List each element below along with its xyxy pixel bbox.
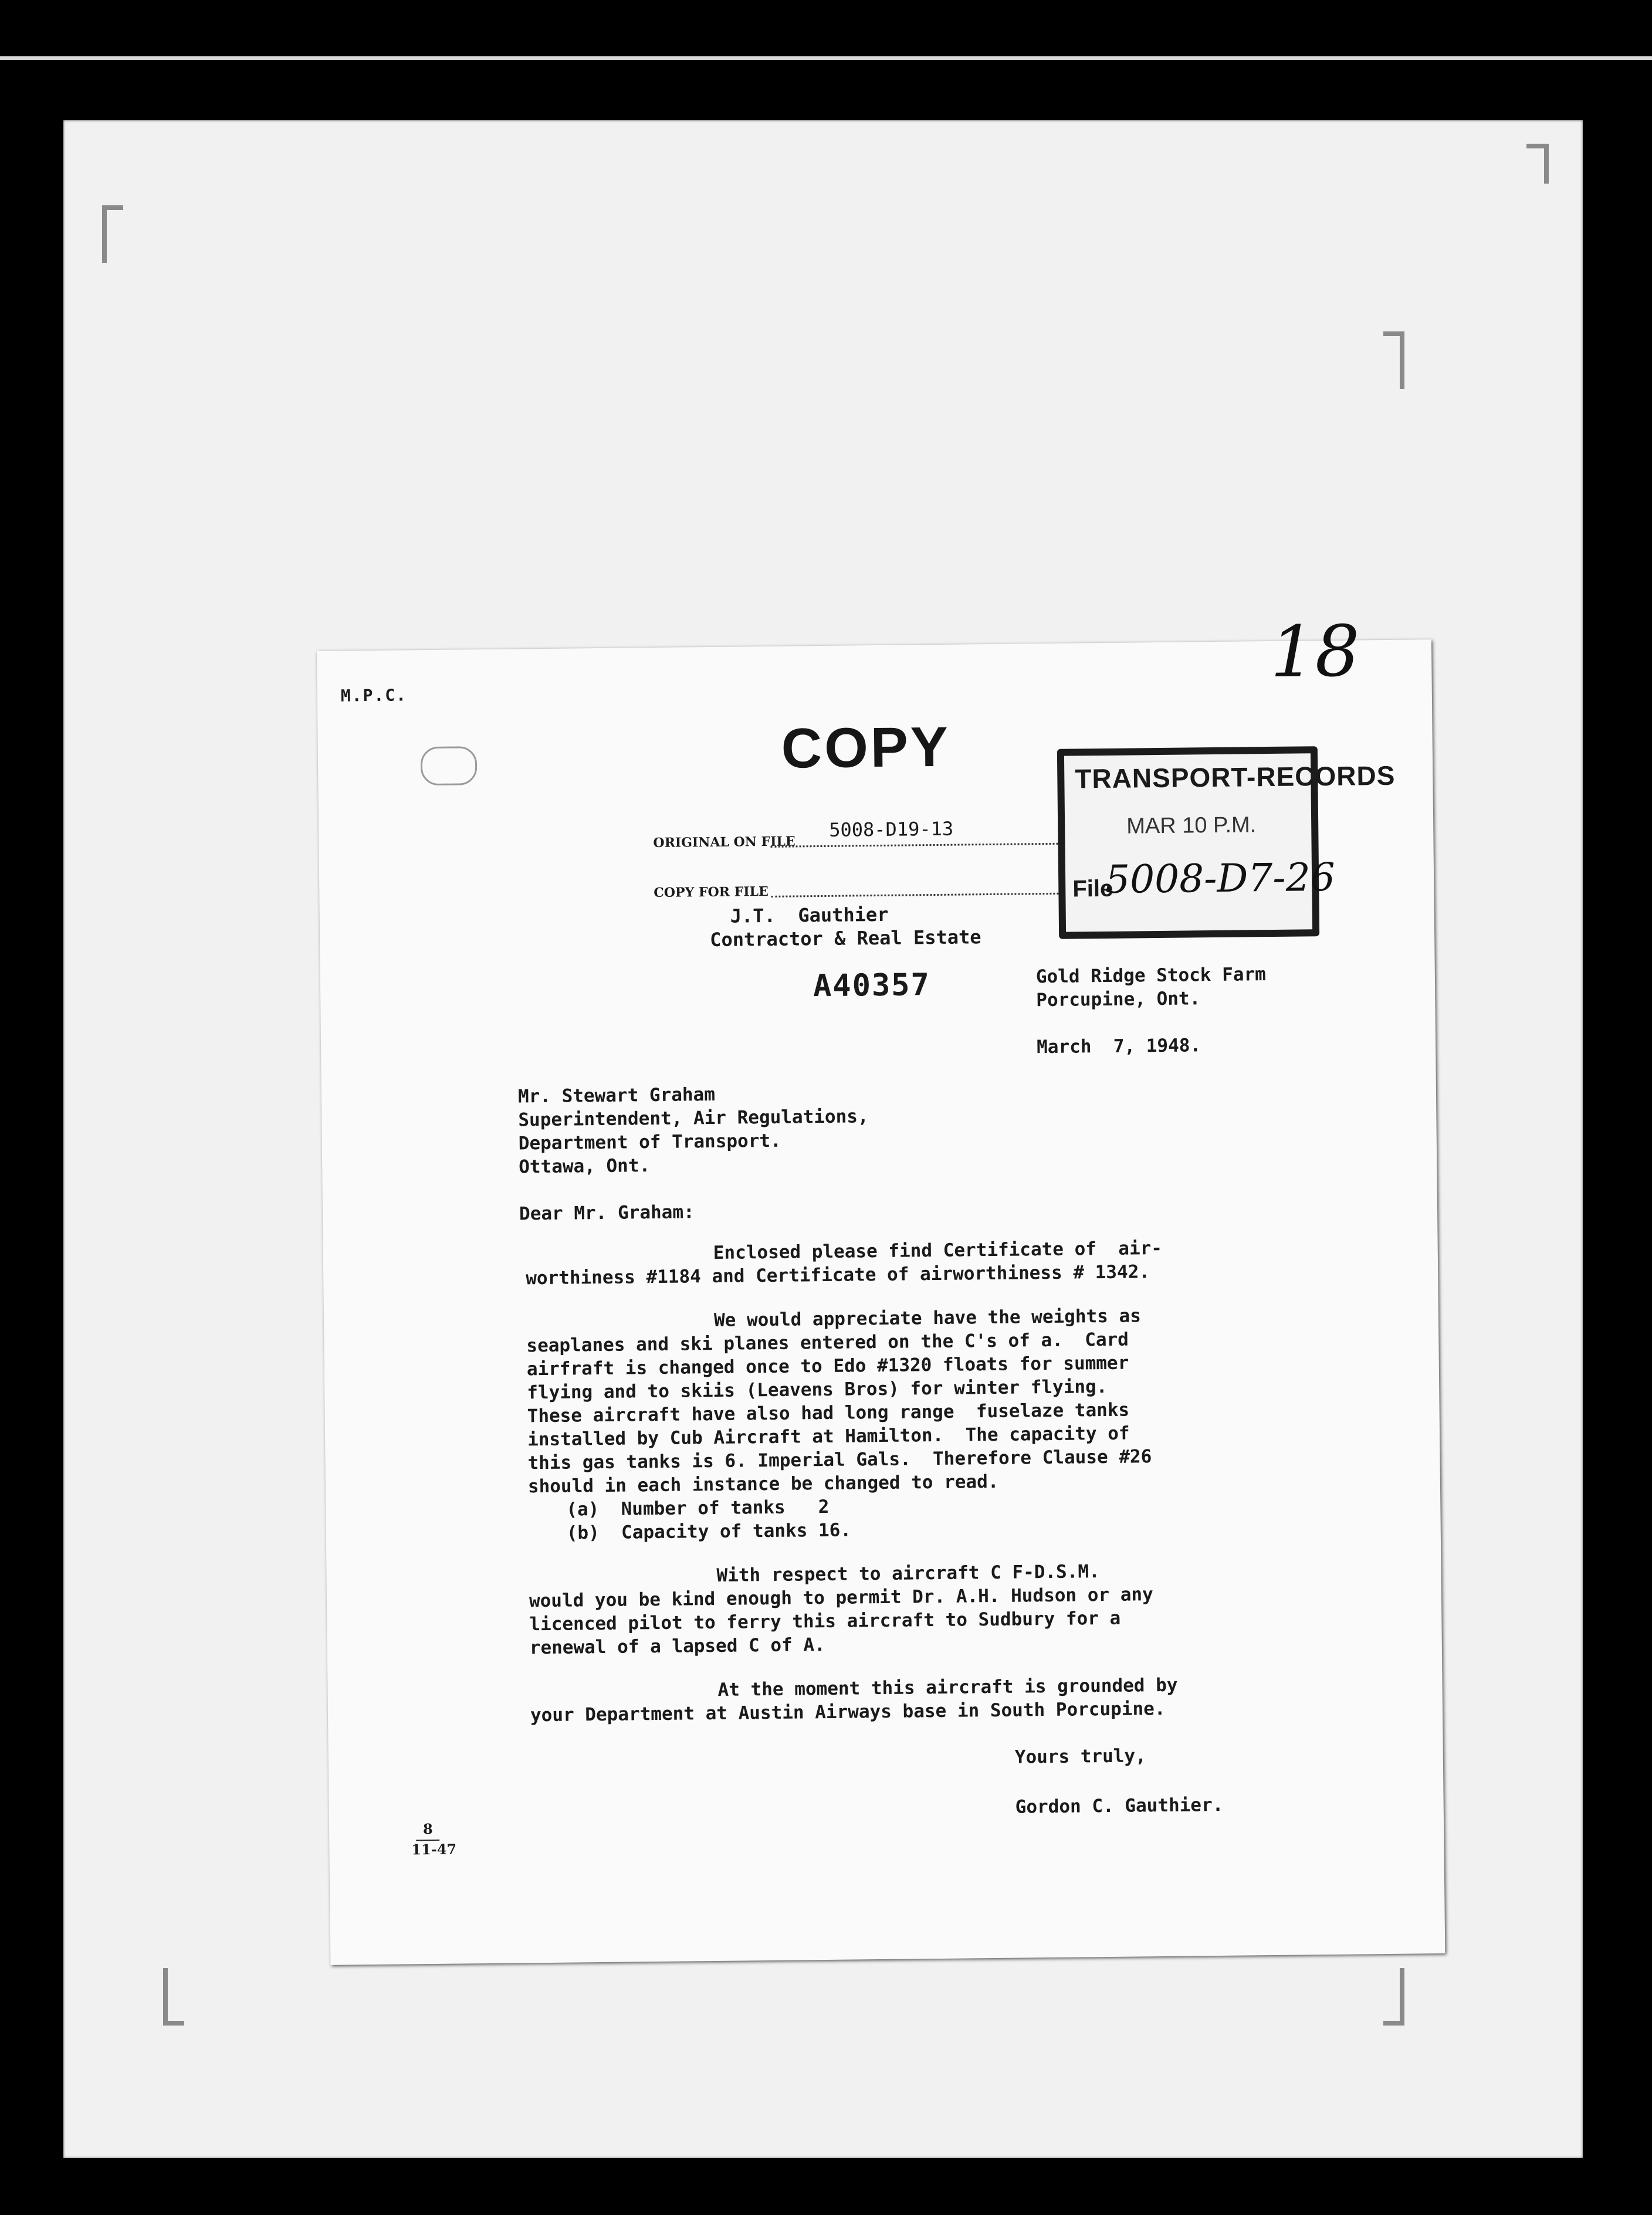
- stamp-heading: TRANSPORT-RECORDS: [1075, 760, 1396, 794]
- list-item: (a) Number of tanks 2: [566, 1496, 830, 1520]
- sender-name: J.T. Gauthier: [730, 903, 889, 927]
- body-line: this gas tanks is 6. Imperial Gals. Therefore Clause #26: [527, 1446, 1152, 1474]
- accession-number: A40357: [813, 967, 931, 1004]
- salutation: Dear Mr. Graham:: [519, 1201, 695, 1225]
- sender-address-line: Gold Ridge Stock Farm: [1035, 964, 1266, 988]
- body-line: your Department at Austin Airways base in South Porcupine.: [530, 1698, 1166, 1726]
- copy-for-file-label: COPY FOR FILE: [654, 883, 769, 901]
- stamp-file-label: File: [1072, 875, 1113, 902]
- corner-mark: [1526, 144, 1549, 184]
- received-stamp: [1057, 746, 1396, 939]
- corner-mark: [163, 1968, 184, 2026]
- body-line: renewal of a lapsed C of A.: [529, 1634, 825, 1659]
- list-item: (b) Capacity of tanks 16.: [566, 1519, 852, 1544]
- original-on-file-value: 5008-D19-13: [829, 817, 954, 841]
- body-line: worthiness #1184 and Certificate of airworthiness # 1342.: [526, 1261, 1150, 1289]
- handwritten-file-number: 5008-D7-26: [1105, 854, 1336, 902]
- form-number-top: 8: [422, 1820, 433, 1838]
- film-border: [0, 0, 1652, 56]
- body-line: flying and to skiis (Leavens Bros) for winter flying.: [527, 1376, 1108, 1404]
- film-edge-line: [0, 56, 1652, 60]
- stamp-date: MAR 10 P.M.: [1126, 812, 1257, 839]
- paperclip-mark: [421, 746, 478, 785]
- body-line: Enclosed please find Certificate of air-: [713, 1237, 1163, 1264]
- recipient-line: Ottawa, Ont.: [519, 1155, 651, 1178]
- body-line: installed by Cub Aircraft at Hamilton. The capacity of: [527, 1423, 1130, 1451]
- body-line: With respect to aircraft C F-D.S.M.: [716, 1561, 1100, 1586]
- recipient-line: Superintendent, Air Regulations,: [518, 1106, 869, 1131]
- letter-document: [317, 611, 1445, 1965]
- sender-address-line: Porcupine, Ont.: [1036, 988, 1201, 1011]
- body-line: would you be kind enough to permit Dr. A.H. Hudson or any: [529, 1584, 1153, 1612]
- closing: Yours truly,: [1014, 1745, 1146, 1768]
- recipient-line: Mr. Stewart Graham: [517, 1083, 716, 1108]
- body-line: airfraft is changed once to Edo #1320 floats for summer: [526, 1352, 1129, 1380]
- letter-date: March 7, 1948.: [1036, 1035, 1201, 1058]
- corner-mark: [1383, 1968, 1404, 2026]
- corner-mark: [1383, 331, 1404, 389]
- copy-title: COPY: [781, 715, 951, 780]
- original-on-file-label: ORIGINAL ON FILE: [653, 834, 795, 851]
- handwritten-page-number: 18: [1270, 611, 1360, 693]
- sender-business: Contractor & Real Estate: [709, 926, 981, 951]
- body-line: licenced pilot to ferry this aircraft to Sudbury for a: [529, 1607, 1121, 1635]
- body-line: should in each instance be changed to read.: [527, 1471, 999, 1498]
- body-line: seaplanes and ski planes entered on the C's of a. Card: [526, 1329, 1129, 1357]
- recipient-line: Department of Transport.: [518, 1130, 781, 1154]
- body-line: We would appreciate have the weights as: [713, 1305, 1142, 1331]
- initials-mark: M.P.C.: [340, 685, 408, 706]
- corner-mark: [102, 205, 123, 263]
- body-line: At the moment this aircraft is grounded by: [717, 1674, 1178, 1701]
- form-number-bottom: 11-47: [411, 1840, 457, 1858]
- body-line: These aircraft have also had long range fuselaze tanks: [527, 1399, 1130, 1427]
- signature: Gordon C. Gauthier.: [1015, 1794, 1224, 1818]
